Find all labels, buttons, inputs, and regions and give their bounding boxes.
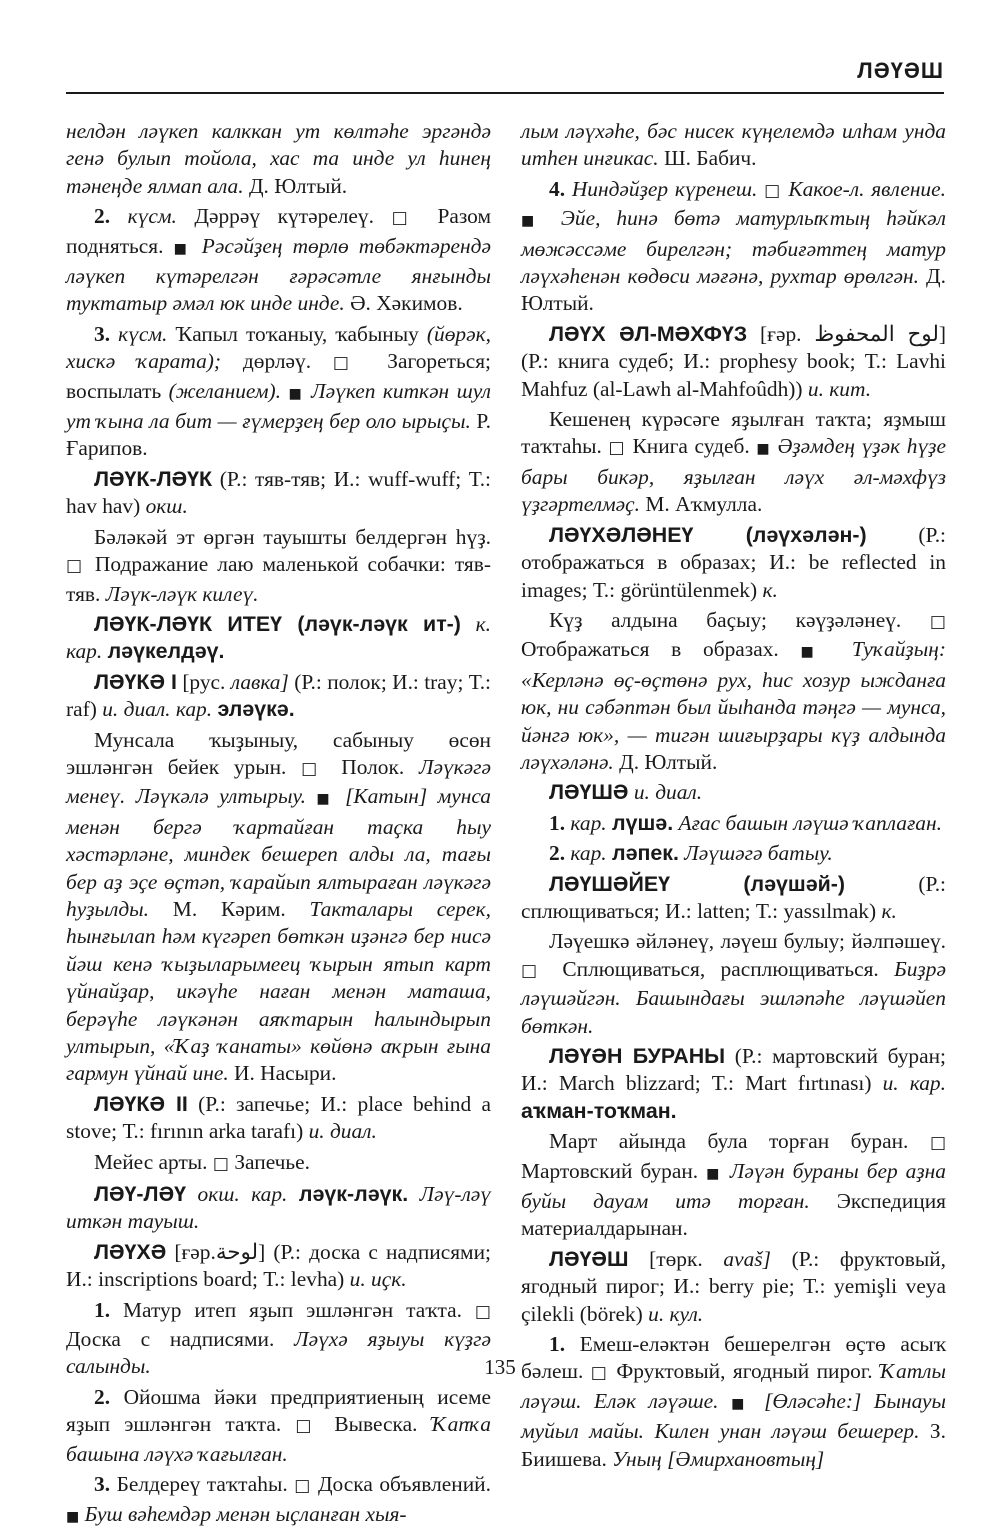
sense-2: 2. күсм. Дәррәү күтәрелеү. □ Разом подняться. ■ Рәсәйҙең төрлө төбәктәрендә ләүкеп күтәрелгән ғәрәсәтле янғынды туктатыр әмәл юк инде инде. Ә. Хәкимов. xyxy=(66,204,491,316)
black-square-icon: ■ xyxy=(706,1165,722,1182)
white-square-icon: □ xyxy=(608,438,626,459)
definition: Күҙ алдына баҫыу; кәүҙәләнеү. □ Отображаться в образах. ■ Туҡайҙың: «Керләнә өҫ-өҫтөнә рух, һис хозур ыжданға юк, ни сәбәптән был йыһанда тәңгә — мунса, йәнгә юк», — тигән шиғырҙары күҙ алдында ләүхәләнә. Д. Юлтый. xyxy=(521,607,946,774)
sense-2: 2. Ойошма йәки предприятиеның исеме яҙып эшләнгән таҡта. □ Вывеска. Ҡапҡа башына ләүхә ҡағылған. xyxy=(66,1384,491,1466)
arabic-spelling: لوحة xyxy=(215,1239,259,1264)
page-number: 135 xyxy=(484,1355,516,1379)
black-square-icon: ■ xyxy=(521,213,545,230)
sense-3: 3. Белдереү таҡтаһы. □ Доска объявлений. ■ Буш вәһемдәр менән ыҫланған хыя- xyxy=(66,1472,491,1526)
headword: ЛӘҮК-ЛӘҮК xyxy=(94,466,213,491)
header-rule xyxy=(66,92,944,94)
sense-3: 3. күсм. Ҡапыл тоҡаныу, ҡабыныу (йөрәк, хискә ҡарата); дөрләү. □ Загореться; воспылать (желанием). ■ Ләүкеп киткән шул ут ҡына ла бит — ғүмерҙең бер оло ырыҫы. Р. Ғарипов. xyxy=(66,321,491,461)
left-column xyxy=(66,118,491,1534)
right-column xyxy=(521,118,946,1476)
sense-1: 1. кар. лүшә. Ағас башын ләүшә ҡаплаған. xyxy=(549,810,942,835)
source: Д. Юлтый. xyxy=(248,173,348,198)
headword: ЛӘҮӘШ xyxy=(549,1246,629,1271)
black-square-icon: ■ xyxy=(800,644,831,661)
entry-lauan-burany: ЛӘҮӘН БУРАНЫ (Р.: мартовский буран; И.: March blizzard; Т.: Mart fırtınası) и. кар. аҡман-тоҡман. xyxy=(521,1044,946,1123)
headword: ЛӘҮКӘ II xyxy=(94,1091,188,1116)
headword: ЛӘҮШӘ xyxy=(549,780,629,805)
white-square-icon: □ xyxy=(929,611,946,632)
white-square-icon: □ xyxy=(391,208,420,229)
entry-lauk-lauk: ЛӘҮК-ЛӘҮК (Р.: тяв-тяв; И.: wuff-wuff; Т.: hav hav) окш. xyxy=(66,466,491,519)
entry-laukh-al-makhfuz: ЛӘҮХ ӘЛ-МӘХФҮЗ [ғәр. لوح المحفوظ] (Р.: книга судеб; И.: prophesy book; Т.: Lavhi Mahfuz (al-Lawh al-Mahfoûdh)) и. кит. xyxy=(521,321,946,401)
entry-lauha: ЛӘҮХӘ [ғәр.لوحة] (Р.: доска с надписями; И.: inscriptions board; Т.: levha) и. иҫк. xyxy=(66,1239,491,1292)
entry-lausha: ЛӘҮШӘ и. диал. xyxy=(549,780,703,805)
sense-1: 1. Матур итеп яҙып эшләнгән таҡта. □ Доска с надписями. Ләүхә яҙыуы күҙгә салынды. xyxy=(66,1297,491,1379)
headword: ЛӘҮХ ӘЛ-МӘХФҮЗ xyxy=(549,321,748,346)
white-square-icon: □ xyxy=(929,1133,946,1154)
sense-1: 1. Емеш-еләктән бешерелгән өҫтө асыҡ бәлеш. □ Фруктовый, ягодный пирог. Ҡатлы ләүәш. Еләк ләүәше. ■ [Өләсәһе:] Бынауы муйыл майы. Килен унан ләүәш бешерер. З. Биишева. Уның [Әмирхановтың] xyxy=(521,1332,946,1471)
entry-laukhalaneu: ЛӘҮХӘЛӘНЕҮ (ләүхәлән-) (Р.: отображаться в образах; И.: be reflected in images; Т.: görüntülenmek) к. xyxy=(521,522,946,602)
headword: ЛӘҮӘН БУРАНЫ xyxy=(549,1044,726,1068)
headword: ЛӘҮК-ЛӘҮК ИТЕҮ (ләүк-ләүк ит-) xyxy=(94,611,461,636)
white-square-icon: □ xyxy=(301,758,327,779)
headword: ЛӘҮХӘЛӘНЕҮ (ләүхәлән-) xyxy=(549,522,867,547)
white-square-icon: □ xyxy=(66,556,86,577)
black-square-icon: ■ xyxy=(173,240,192,257)
white-square-icon: □ xyxy=(764,180,782,201)
black-square-icon: ■ xyxy=(731,1395,752,1412)
running-head: ЛӘҮӘШ xyxy=(857,58,944,83)
white-square-icon: □ xyxy=(332,353,366,374)
headword: ЛӘҮШӘЙЕҮ xyxy=(549,871,671,896)
definition: Ләүешкә әйләнеү, ләүеш булыу; йәлпәшеү. □ Сплющиваться, расплющиваться. Биҙрә ләүшәйгән. Башындағы эшләпәһе ләүшәйеп бөткән. xyxy=(521,929,946,1038)
white-square-icon: □ xyxy=(590,1363,609,1384)
headword: ЛӘҮХӘ xyxy=(94,1239,167,1264)
entry-lauash: ЛӘҮӘШ [төрк. avaš] (Р.: фруктовый, ягодный пирог; И.: berry pie; Т.: yemişli veya çilekli (börek) и. кул. xyxy=(521,1246,946,1326)
definition: Кешенең күрәсәге яҙылған таҡта; яҙмыш таҡтаһы. □ Книга судеб. ■ Әҙәмдең үҙәк һүҙе бары бикәр, яҙылған ләүх әл-мәхфүз үҙгәртелмәҫ. М. Аҡмулла. xyxy=(521,407,946,517)
entry-continuation xyxy=(66,118,491,200)
example-text: нелдән ләүкеп калккан ут көлтәһе эргәндә генә булып тойола, хас та инде ул һинең тәнеңде ялмап ала. xyxy=(66,119,491,198)
arabic-spelling: لوح المحفوظ xyxy=(814,321,939,346)
entry-lauka-1: ЛӘҮКӘ I [рус. лавка] (Р.: полок; И.: tray; Т.: raf) и. диал. кар. эләүкә. xyxy=(66,669,492,722)
headword: ЛӘҮ-ЛӘҮ xyxy=(94,1182,186,1207)
headword: ЛӘҮКӘ I xyxy=(94,669,177,694)
white-square-icon: □ xyxy=(212,1153,229,1174)
black-square-icon: ■ xyxy=(756,441,771,458)
definition: Март айында була торған буран. □ Мартовский буран. ■ Ләүән бураны бер аҙна буйы дауам итә торған. Экспедиция материалдарынан. xyxy=(521,1129,946,1241)
black-square-icon: ■ xyxy=(288,385,304,402)
definition: Бәләкәй эт өргән тауышты белдергән һүҙ. □ Подражание лаю маленькой собачки: тяв-тяв. Ләүк-ләүк килеү. xyxy=(66,524,491,606)
entry-lauka-2: ЛӘҮКӘ II (Р.: запечье; И.: place behind a stove; Т.: fırının arka tarafı) и. диал. xyxy=(66,1091,491,1144)
sense-2: 2. кар. ләпек. Ләүшәгә батыу. xyxy=(549,841,833,866)
black-square-icon: ■ xyxy=(316,791,335,808)
definition: Мейес арты. □ Запечье. xyxy=(94,1149,311,1174)
white-square-icon: □ xyxy=(295,1416,321,1437)
entry-lauk-lauk-iteu: ЛӘҮК-ЛӘҮК ИТЕҮ (ләүк-ләүк ит-) к. кар. ләүкелдәү. xyxy=(66,611,491,664)
sense-4: 4. Ниндәйҙер күренеш. □ Какое-л. явление. ■ Эйе, һинә бөтә матурлыҡтың һәйкәл мөжәссәме бирелгән; тәбиғәттең матур ләүхәһенән көдөси мәғәнә, рухтар өрөлгән. Д. Юлтый. xyxy=(521,176,946,316)
white-square-icon: □ xyxy=(521,960,548,981)
entry-lau-lau: ЛӘҮ-ЛӘҮ окш. кар. ләүк-ләүк. Ләү-ләү иткән тауыш. xyxy=(66,1182,491,1234)
white-square-icon: □ xyxy=(294,1476,312,1497)
entry-continuation: лым ләүхәһе, бәс нисек күңелемдә илһам унда итһен инғикас. Ш. Бабич. xyxy=(521,119,946,171)
white-square-icon: □ xyxy=(474,1301,491,1322)
black-square-icon: ■ xyxy=(66,1508,80,1525)
definition: Мунсала ҡыҙыныу, сабыныу өсөн эшләнгән бейек урын. □ Полок. Ләүкәгә менеү. Ләүкәлә ултырыу. ■ [Катын] мунса менән бергә ҡартайған таҫка һыу хәстәрләне, миндек бешереп алды ла, тағы бер аҙ эҫе өҫтәп, ҡарайып ялтыраған ләүкәгә һуҙылды. М. Кәрим. Такталары серек, һынғылап һәм күгәреп бөткән иҙәнгә бер нисә йәш кенә ҡыҙыларымеец ҡырын ятып карт үйнайҙар, икәүһе наған менән маташа, берәүһе ләүкәнән аяҡтарын һалындырып ултырып, «Ҡаҙ ҡанаты» көйөнә аҡрын ғына гармун үйнай ине. И. Насыри. xyxy=(66,727,491,1086)
entry-laushayeu: ЛӘҮШӘЙЕҮ (ләүшәй-) (Р.: сплющиваться; И.: latten; Т.: yassılmak) к. xyxy=(521,871,946,923)
